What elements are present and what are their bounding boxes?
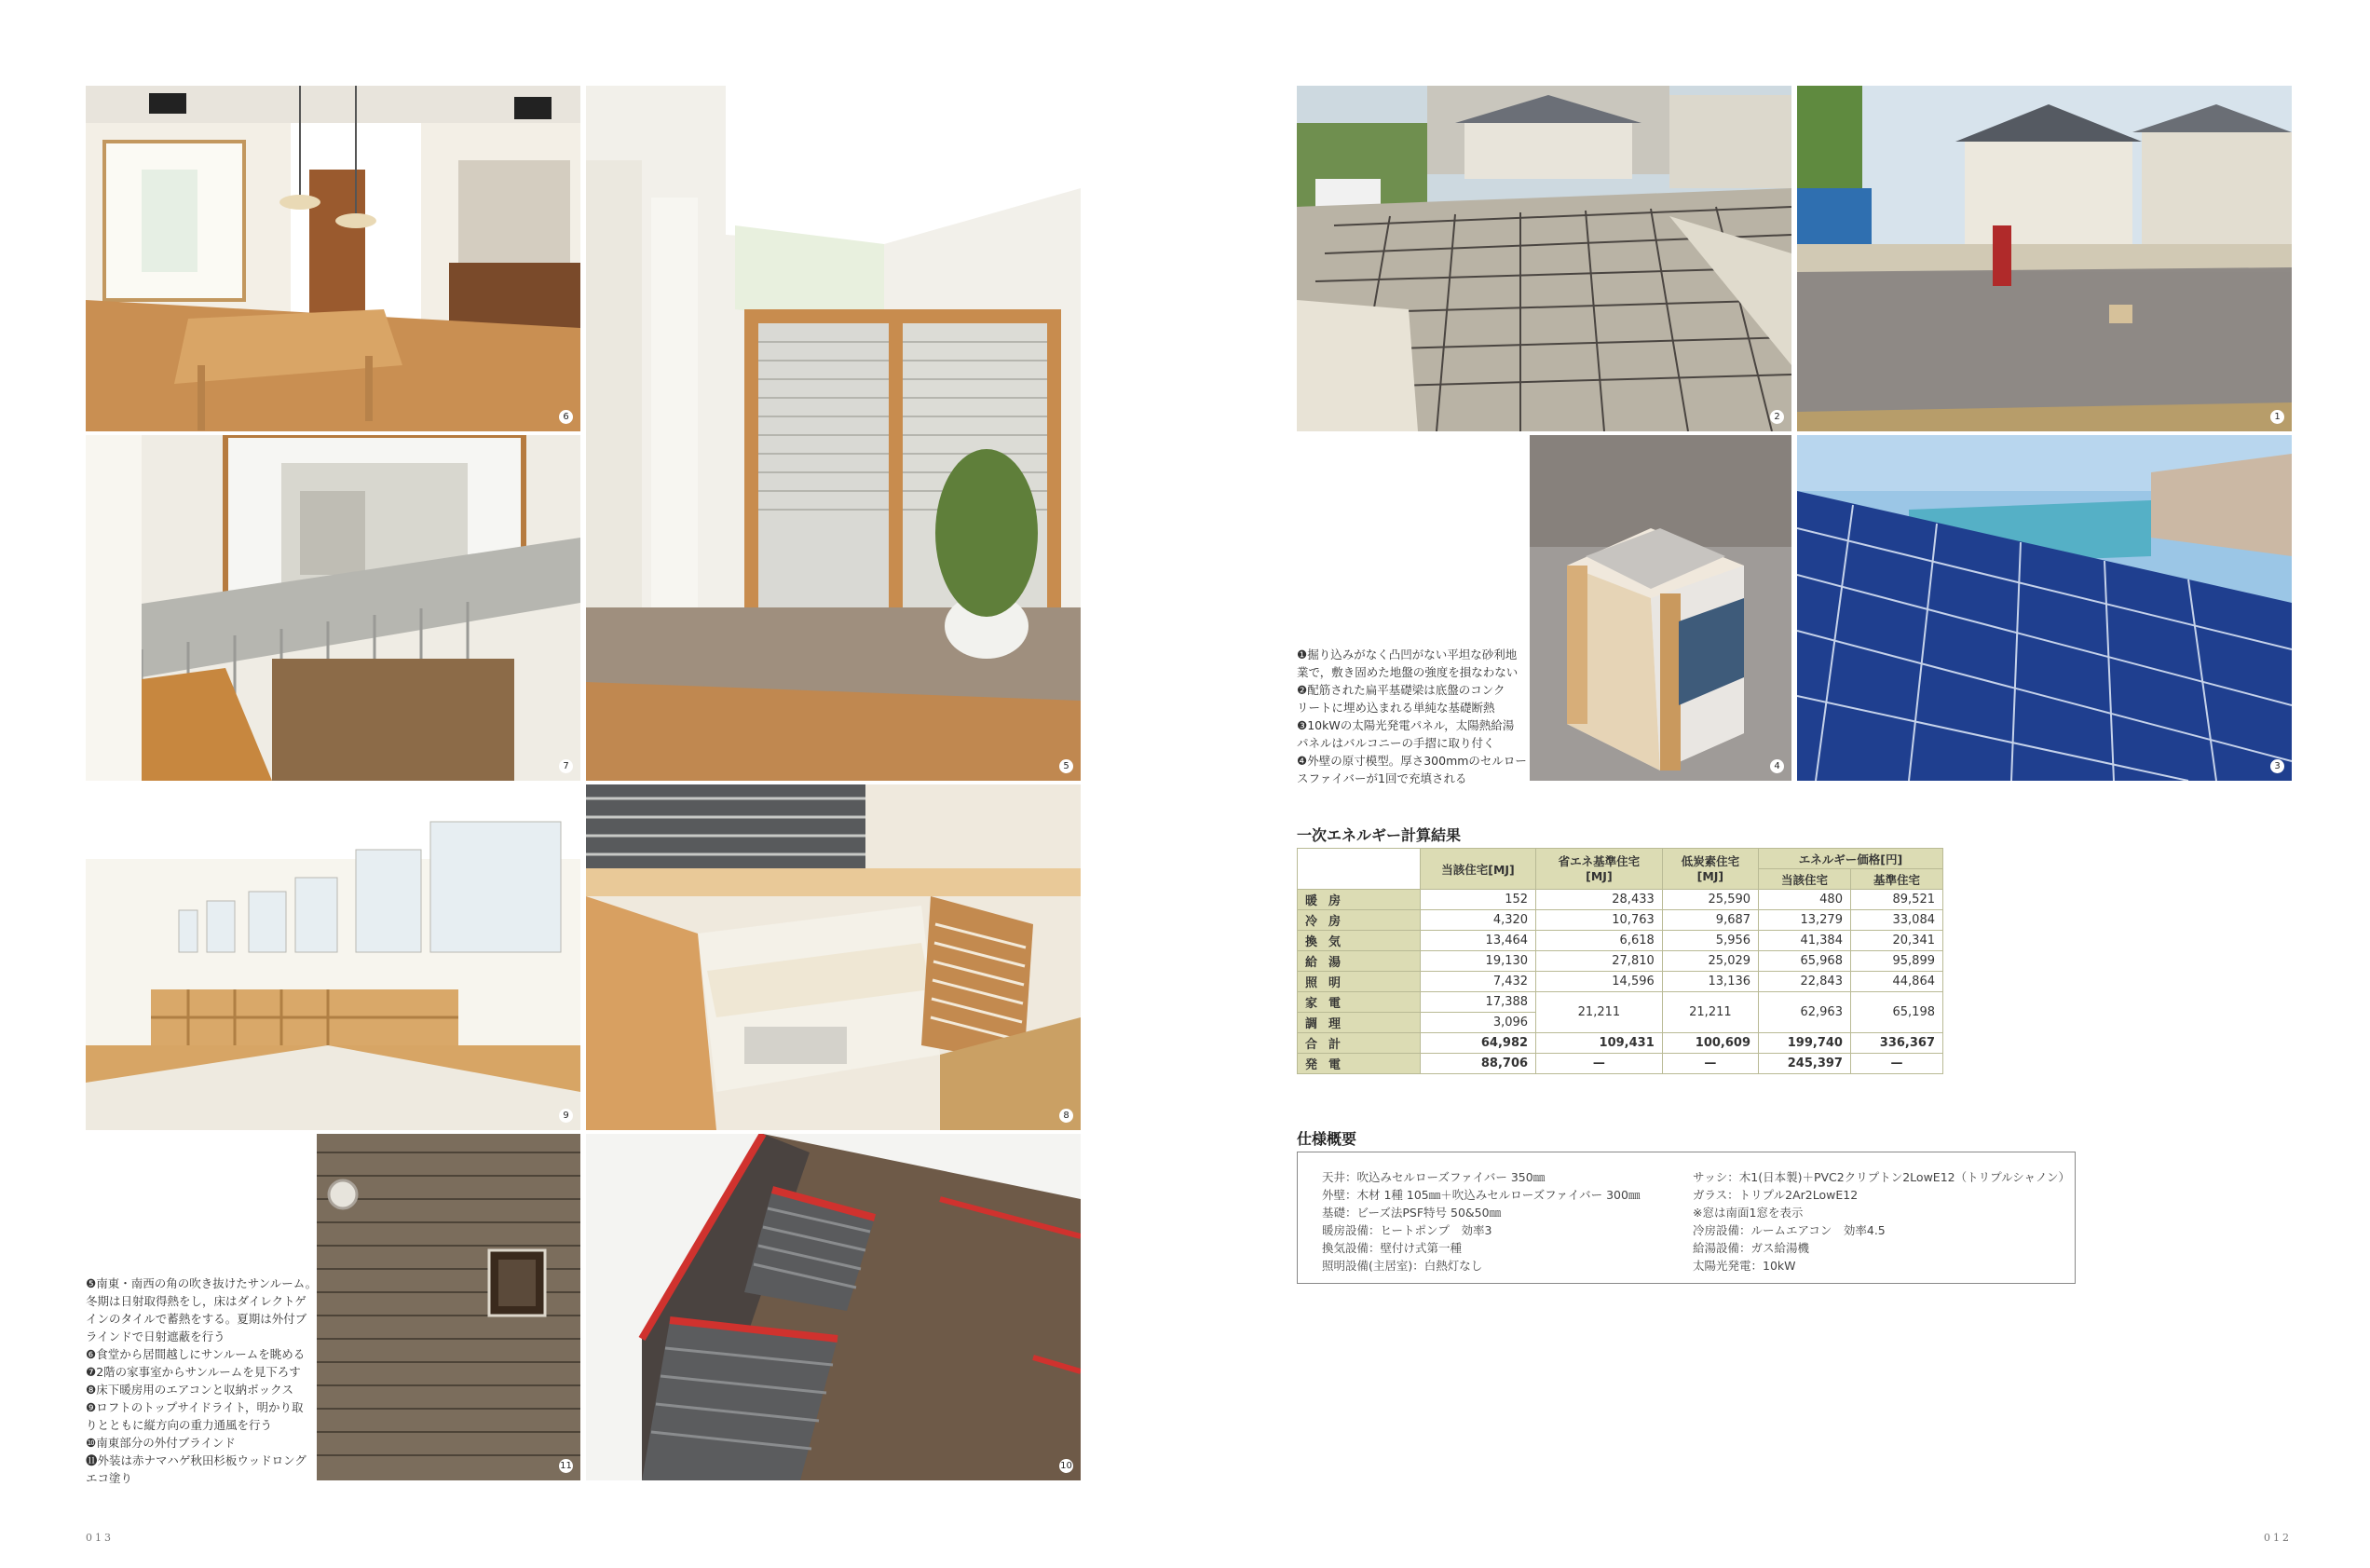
cell: — (1850, 1054, 1942, 1074)
caption-line: 冬期は日射取得熱をし，床はダイレクトゲ (86, 1294, 306, 1308)
cell: — (1536, 1054, 1663, 1074)
photo-loft (86, 784, 580, 1130)
cell: 27,810 (1536, 951, 1663, 972)
cell: 13,279 (1759, 910, 1851, 931)
table-row (1298, 972, 1943, 992)
cell: 9,687 (1662, 910, 1758, 931)
table-row-total (1298, 1033, 1943, 1054)
table-row-generation (1298, 1054, 1943, 1074)
photo-dining-kitchen (86, 86, 580, 431)
caption-line: ❷配筋された扁平基礎梁は底盤のコンク (1297, 683, 1505, 697)
cell: 21,211 (1662, 992, 1758, 1033)
cell: 100,609 (1662, 1033, 1758, 1054)
cell: 25,590 (1662, 890, 1758, 910)
cell: 20,341 (1850, 931, 1942, 951)
row-label: 照明 (1298, 972, 1421, 992)
cell: 22,843 (1759, 972, 1851, 992)
cell: 44,864 (1850, 972, 1942, 992)
photo-solar-panels (1797, 435, 2292, 781)
row-label: 家電 (1298, 992, 1421, 1013)
photo-number: 10 (1060, 1461, 1072, 1471)
caption-line: パネルはバルコニーの手摺に取り付く (1297, 736, 1495, 750)
row-label: 給湯 (1298, 951, 1421, 972)
spec-line: 太陽光発電：10kW (1693, 1259, 1796, 1273)
row-label: 合計 (1298, 1033, 1421, 1054)
cell: 25,029 (1662, 951, 1758, 972)
cell: 17,388 (1421, 992, 1536, 1013)
row-label: 調理 (1298, 1013, 1421, 1033)
wood-siding-image (317, 1134, 580, 1480)
caption-line: 業で，敷き固めた地盤の強度を損なわない (1297, 665, 1519, 679)
table-row (1298, 992, 1943, 1013)
spec-line: 基礎：ビーズ法PSF特号 50&50㎜ (1322, 1206, 1502, 1220)
caption-line: ❾ロフトのトップサイドライト，明かり取 (86, 1400, 304, 1414)
photo-gravel-ground (1797, 86, 2292, 431)
cell: 65,968 (1759, 951, 1851, 972)
photo-wall-mockup (1530, 435, 1791, 781)
photo-number: 3 (2270, 759, 2284, 773)
caption-line: インのタイルで蓄熱をする。夏期は外付ブ (86, 1312, 307, 1326)
cell: 64,982 (1421, 1033, 1536, 1054)
cell: 245,397 (1759, 1054, 1851, 1074)
row-label: 換気 (1298, 931, 1421, 951)
cell: 6,618 (1536, 931, 1663, 951)
header-current: 当該住宅[MJ] (1421, 849, 1536, 890)
left-photo-captions (86, 1275, 317, 1487)
cell: 28,433 (1536, 890, 1663, 910)
header-price: エネルギー価格[円] (1759, 849, 1943, 869)
wall-mockup-image (1530, 435, 1791, 781)
photo-number: 6 (559, 410, 573, 424)
caption-line: ❸10kWの太陽光発電パネル，太陽熱給湯 (1297, 718, 1515, 732)
cell: 109,431 (1536, 1033, 1663, 1054)
row-label: 冷房 (1298, 910, 1421, 931)
spec-right-column (1693, 1168, 2070, 1275)
dining-kitchen-image (86, 86, 580, 431)
caption-line: ⓫外装は赤ナマハゲ秋田杉板ウッドロング (86, 1453, 306, 1467)
photo-number: 2 (1770, 410, 1784, 424)
cell: 19,130 (1421, 951, 1536, 972)
sunroom-image (586, 86, 1081, 781)
photo-number: 4 (1770, 759, 1784, 773)
cell: 41,384 (1759, 931, 1851, 951)
cell: 95,899 (1850, 951, 1942, 972)
cell: 62,963 (1759, 992, 1851, 1033)
caption-line: ❼2階の家事室からサンルームを見下ろす (86, 1365, 301, 1379)
cell: 4,320 (1421, 910, 1536, 931)
spec-left-column (1322, 1168, 1640, 1275)
photo-sunroom (586, 86, 1081, 781)
photo-exterior-blinds (586, 1134, 1081, 1480)
table-row (1298, 951, 1943, 972)
looking-down-image (86, 435, 580, 781)
caption-line: スファイバーが1回で充填される (1297, 771, 1467, 785)
cell: 152 (1421, 890, 1536, 910)
photo-number: 1 (2270, 410, 2284, 424)
table-row (1298, 910, 1943, 931)
header-standard: 省エネ基準住宅 [MJ] (1536, 849, 1663, 890)
cell: 10,763 (1536, 910, 1663, 931)
cell: 65,198 (1850, 992, 1942, 1033)
caption-line: ラインドで日射遮蔽を行う (86, 1329, 225, 1343)
photo-number: 11 (560, 1461, 572, 1471)
spec-line: 天井：吹込みセルローズファイバー 350㎜ (1322, 1170, 1546, 1184)
gravel-ground-image (1797, 86, 2292, 431)
spec-line: 暖房設備：ヒートポンプ 効率3 (1322, 1223, 1492, 1237)
caption-line: りとともに縦方向の重力通風を行う (86, 1418, 273, 1432)
energy-table-title: 一次エネルギー計算結果 (1297, 826, 1462, 844)
caption-line: エコ塗り (86, 1471, 133, 1485)
cell: 3,096 (1421, 1013, 1536, 1033)
cell: 14,596 (1536, 972, 1663, 992)
caption-line: ❿南東部分の外付ブラインド (86, 1436, 236, 1450)
photo-underfloor-ac (586, 784, 1081, 1130)
photo-looking-down (86, 435, 580, 781)
header-price-standard: 基準住宅 (1850, 869, 1942, 890)
underfloor-ac-image (586, 784, 1081, 1130)
page-number-left: 013 (86, 1532, 114, 1544)
cell: 7,432 (1421, 972, 1536, 992)
photo-number: 8 (1059, 1109, 1073, 1123)
row-label: 暖房 (1298, 890, 1421, 910)
cell: 13,464 (1421, 931, 1536, 951)
spec-line: 換気設備：壁付け式第一種 (1322, 1241, 1463, 1255)
loft-image (86, 784, 580, 1130)
spec-line: 外壁：木材 1種 105㎜＋吹込みセルローズファイバー 300㎜ (1322, 1188, 1641, 1202)
cell: 33,084 (1850, 910, 1942, 931)
caption-line: ❻食堂から居間越しにサンルームを眺める (86, 1347, 306, 1361)
exterior-blinds-image (586, 1134, 1081, 1480)
cell: 89,521 (1850, 890, 1942, 910)
spec-line: 照明設備(主居室)：白熱灯なし (1322, 1259, 1483, 1273)
photo-number: 5 (1059, 759, 1073, 773)
energy-table (1297, 848, 1943, 1074)
spec-line: ※窓は南面1窓を表示 (1693, 1206, 1804, 1220)
caption-line: ❹外壁の原寸模型。厚さ300mmのセルロー (1297, 754, 1527, 768)
photo-number: 9 (559, 1109, 573, 1123)
spec-line: 冷房設備：ルームエアコン 効率4.5 (1693, 1223, 1886, 1237)
cell: 13,136 (1662, 972, 1758, 992)
spec-title: 仕様概要 (1297, 1130, 1357, 1148)
cell: 88,706 (1421, 1054, 1536, 1074)
caption-line: ❶掘り込みがなく凸凹がない平坦な砂利地 (1297, 648, 1518, 661)
caption-line: リートに埋め込まれる単純な基礎断熱 (1297, 701, 1495, 715)
photo-number: 7 (559, 759, 573, 773)
spec-box (1297, 1152, 2076, 1284)
spec-line: ガラス：トリプル2Ar2LowE12 (1693, 1188, 1859, 1202)
cell: 199,740 (1759, 1033, 1851, 1054)
photo-foundation-rebar (1297, 86, 1791, 431)
cell: — (1662, 1054, 1758, 1074)
row-label: 発電 (1298, 1054, 1421, 1074)
caption-line: ❺南東・南西の角の吹き抜けたサンルーム。 (86, 1276, 318, 1290)
header-lowcarbon: 低炭素住宅 [MJ] (1662, 849, 1758, 890)
cell: 336,367 (1850, 1033, 1942, 1054)
right-photo-captions (1297, 646, 1527, 787)
page-number-right: 012 (2264, 1532, 2292, 1544)
cell: 5,956 (1662, 931, 1758, 951)
foundation-rebar-image (1297, 86, 1791, 431)
table-row (1298, 890, 1943, 910)
table-row (1298, 931, 1943, 951)
spec-line: 給湯設備：ガス給湯機 (1693, 1241, 1810, 1255)
caption-line: ❽床下暖房用のエアコンと収納ボックス (86, 1383, 293, 1397)
spec-line: サッシ：木1(日本製)＋PVC2クリプトン2LowE12（トリプルシャノン） (1693, 1170, 2071, 1184)
cell: 21,211 (1536, 992, 1663, 1033)
solar-panels-image (1797, 435, 2292, 781)
cell: 480 (1759, 890, 1851, 910)
header-price-current: 当該住宅 (1759, 869, 1851, 890)
photo-wood-siding (317, 1134, 580, 1480)
